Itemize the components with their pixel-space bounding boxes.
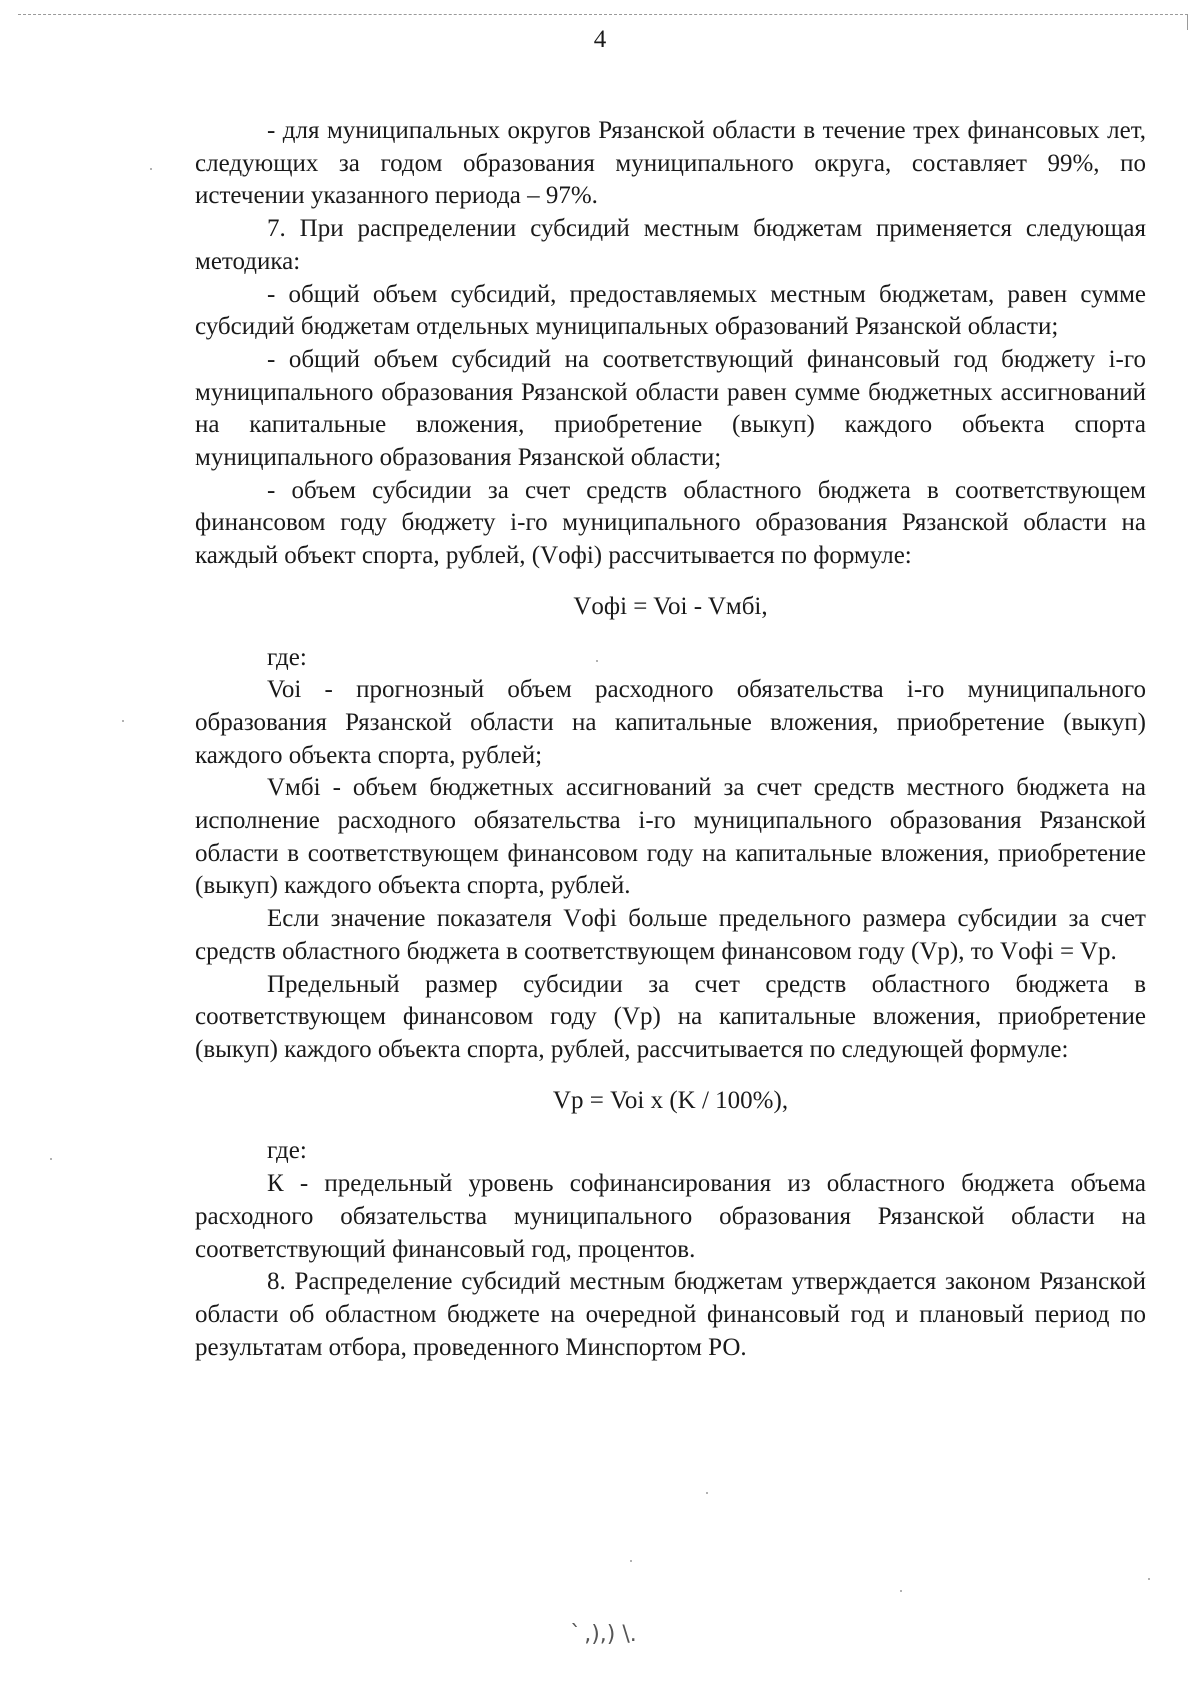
scan-speck — [150, 168, 152, 170]
paragraph-subsidy-per-object: - объем субсидии за счет средств областного бюджета в соответствующем финансовом году бюджету i-го муниципального образования Рязанской области на каждый объект спорта, рублей, (Vофi) рассчитывается по формуле: — [195, 476, 1146, 570]
scan-speck — [50, 1158, 52, 1160]
scan-speck — [1148, 1578, 1150, 1580]
handwritten-margin-mark: ՝ ,),) \. — [572, 1622, 637, 1647]
scan-speck — [706, 1492, 708, 1494]
definition-voi: Voi - прогнозный объем расходного обязательства i-го муниципального образования Рязанской области на капитальные вложения, приобретение (выкуп) каждого объекта спорта, рублей; — [195, 676, 1146, 769]
paragraph-subsidy-per-municipality: - общий объем субсидий на соответствующий финансовый год бюджету i-го муниципального образования Рязанской области равен сумме бюджетных ассигнований на капитальные вложения, приобретение (выкуп) каждого объекта спорта муниципального образования Рязанской области; — [195, 345, 1146, 472]
formula-vp: Vр = Voi x (K / 100%), — [552, 1086, 789, 1114]
where-label-1: где: — [267, 643, 307, 671]
page-number: 4 — [593, 26, 607, 53]
scan-speck — [900, 1590, 902, 1592]
document-body — [195, 115, 1146, 1364]
paragraph-item-7: 7. При распределении субсидий местным бюджетам применяется следующая методика: — [195, 215, 1146, 275]
paragraph-total-subsidy: - общий объем субсидий, предоставляемых местным бюджетам, равен сумме субсидий бюджетам отдельных муниципальных образований Рязанской области; — [195, 280, 1146, 341]
formula-vofi: Vофi = Voi - Vмбi, — [573, 592, 768, 620]
paragraph-vp-definition: Предельный размер субсидии за счет средств областного бюджета в соответствующем финансовом году (Vр) на капитальные вложения, приобретение (выкуп) каждого объекта спорта, рублей, рассчитывается по следующей формуле: — [195, 970, 1146, 1063]
scan-speck — [596, 660, 598, 662]
paragraph-municipal-okrugs: - для муниципальных округов Рязанской области в течение трех финансовых лет, следующих за годом образования муниципального округа, составляет 99%, по истечении указанного периода – 97%. — [195, 117, 1146, 210]
paragraph-item-8: 8. Распределение субсидий местным бюджетам утверждается законом Рязанской области об областном бюджете на очередной финансовый год и плановый период по результатам отбора, проведенного Минспортом РО. — [195, 1268, 1146, 1361]
definition-vmbi: Vмбi - объем бюджетных ассигнований за счет средств местного бюджета на исполнение расходного обязательства i-го муниципального образования Рязанской области в соответствующем финансовом году на капитальные вложения, приобретение (выкуп) каждого объекта спорта, рублей. — [195, 774, 1146, 900]
scan-edge-line — [18, 14, 1188, 15]
scan-speck — [122, 720, 124, 722]
definition-k: К - предельный уровень софинансирования из областного бюджета объема расходного обязательства муниципального образования Рязанской области на соответствующий финансовый год, процентов. — [195, 1170, 1146, 1263]
paragraph-vofi-limit: Если значение показателя Vофi больше предельного размера субсидии за счет средств областного бюджета в соответствующем финансовом году (Vр), то Vофi = Vр. — [195, 905, 1146, 965]
where-label-2: где: — [267, 1137, 307, 1165]
scan-speck — [630, 1560, 632, 1562]
